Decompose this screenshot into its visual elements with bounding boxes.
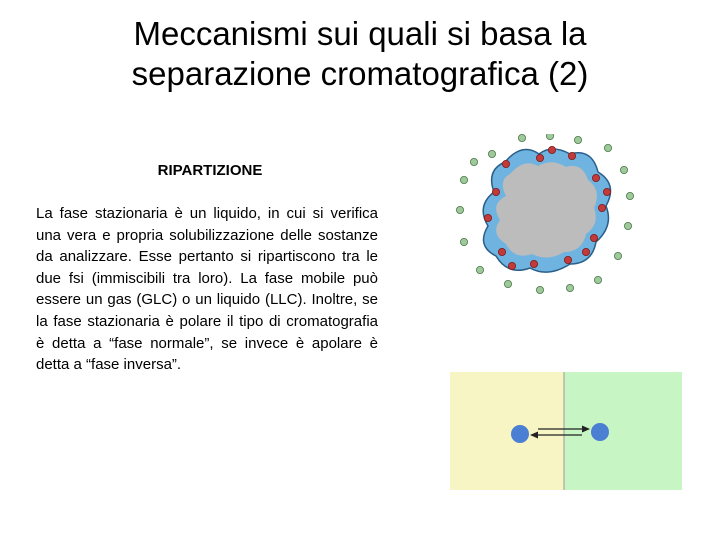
red-particle: [530, 260, 537, 267]
red-particle: [502, 160, 509, 167]
solute-right: [591, 423, 609, 441]
green-particle: [518, 134, 525, 141]
green-particle: [476, 266, 483, 273]
red-particle: [603, 188, 610, 195]
section-heading: RIPARTIZIONE: [157, 162, 263, 179]
red-particle: [536, 154, 543, 161]
stationary-phase-particle-icon: [452, 134, 640, 296]
right-phase-region: [564, 372, 682, 490]
left-phase-region: [450, 372, 564, 490]
green-particle: [620, 166, 627, 173]
green-particle: [574, 136, 581, 143]
green-particle: [626, 192, 633, 199]
green-particle: [488, 150, 495, 157]
solid-support-core: [496, 162, 597, 257]
green-particle: [460, 238, 467, 245]
phase-partition-arrow-icon: [450, 372, 682, 490]
green-particle: [536, 286, 543, 293]
red-particle: [484, 214, 491, 221]
slide-title: [40, 14, 680, 94]
green-particle: [566, 284, 573, 291]
red-particle: [508, 262, 515, 269]
title-line-2: separazione cromatografica (2): [131, 55, 589, 92]
green-particle: [614, 252, 621, 259]
green-particle: [504, 280, 511, 287]
green-particle: [470, 158, 477, 165]
title-line-1: Meccanismi sui quali si basa la: [133, 15, 587, 52]
red-particle: [492, 188, 499, 195]
red-particle: [582, 248, 589, 255]
body-paragraph: La fase stazionaria è un liquido, in cui si verifica una vera e propria solubilizzazione delle sostanze da analizzare. Esse pertanto si ripartiscono tra le due fsi (immiscibili tra loro). La fase mobile può essere un gas (GLC) o un liquido (LLC). Inoltre, se la fase stazionaria è polare il tipo di cromatografia è detta a “fase normale”, se invece è apolare è detta a “fase inversa”.: [36, 205, 378, 374]
green-particle: [604, 144, 611, 151]
red-particle: [498, 248, 505, 255]
green-particle: [594, 276, 601, 283]
solute-left: [511, 425, 529, 443]
red-particle: [548, 146, 555, 153]
red-particle: [568, 152, 575, 159]
red-particle: [564, 256, 571, 263]
green-particle: [546, 134, 553, 140]
green-particle: [460, 176, 467, 183]
red-particle: [590, 234, 597, 241]
green-particle: [624, 222, 631, 229]
red-particle: [592, 174, 599, 181]
red-particle: [598, 204, 605, 211]
green-particle: [456, 206, 463, 213]
